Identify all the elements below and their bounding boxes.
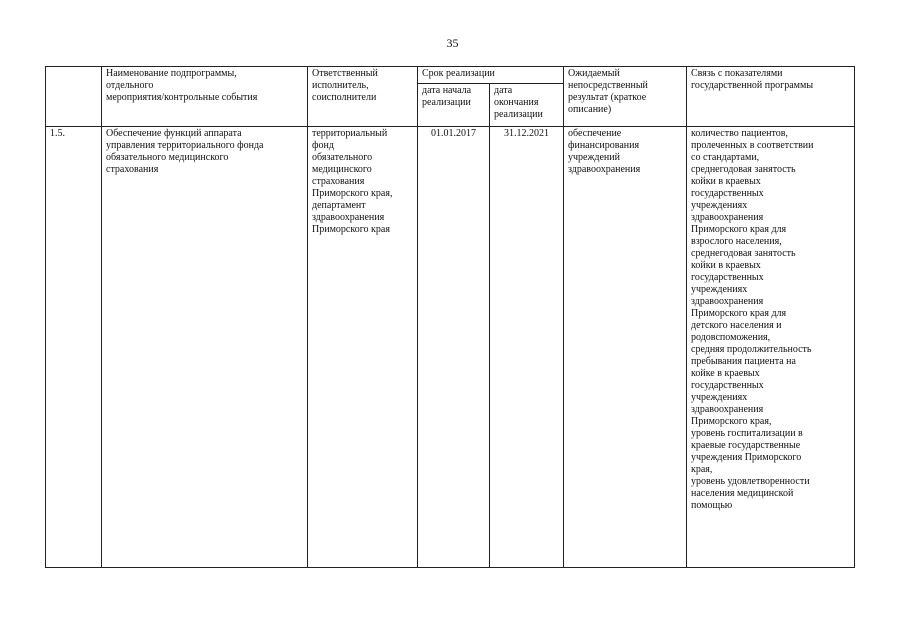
cell-link: количество пациентов, пролеченных в соответствии со стандартами, среднегодовая занятость койки в краевых государственных учреждениях здравоохранения Приморского края для взрослого населения, среднегодовая занятость койки в краевых государственных учреждениях здравоохранения Приморского края для детского населения и родовспоможения, средняя продолжительность пребывания пациента на койке в краевых государственных учреждениях здравоохранения Приморского края, уровень госпитализации в краевые государственные учреждения Приморского края, уровень удовлетворенности населения медицинской помощью — [687, 127, 855, 568]
header-end-date: дата окончания реализации — [490, 84, 564, 127]
table-row — [46, 127, 855, 568]
cell-result: обеспечение финансирования учреждений здравоохранения — [564, 127, 687, 568]
header-link: Связь с показателями государственной программы — [687, 67, 855, 127]
cell-num: 1.5. — [46, 127, 102, 568]
header-start-date: дата начала реализации — [418, 84, 490, 127]
table-header-row — [46, 67, 855, 84]
cell-name: Обеспечение функций аппарата управления территориального фонда обязательного медицинского страхования — [102, 127, 308, 568]
header-num — [46, 67, 102, 127]
header-result: Ожидаемый непосредственный результат (краткое описание) — [564, 67, 687, 127]
header-executor: Ответственный исполнитель, соисполнители — [308, 67, 418, 127]
cell-executor: территориальный фонд обязательного медицинского страхования Приморского края, департамент здравоохранения Приморского края — [308, 127, 418, 568]
cell-start-date: 01.01.2017 — [418, 127, 490, 568]
cell-end-date: 31.12.2021 — [490, 127, 564, 568]
header-period: Срок реализации — [418, 67, 564, 84]
page-number: 35 — [446, 36, 459, 50]
program-table — [45, 66, 855, 568]
header-name: Наименование подпрограммы, отдельного мероприятия/контрольные события — [102, 67, 308, 127]
